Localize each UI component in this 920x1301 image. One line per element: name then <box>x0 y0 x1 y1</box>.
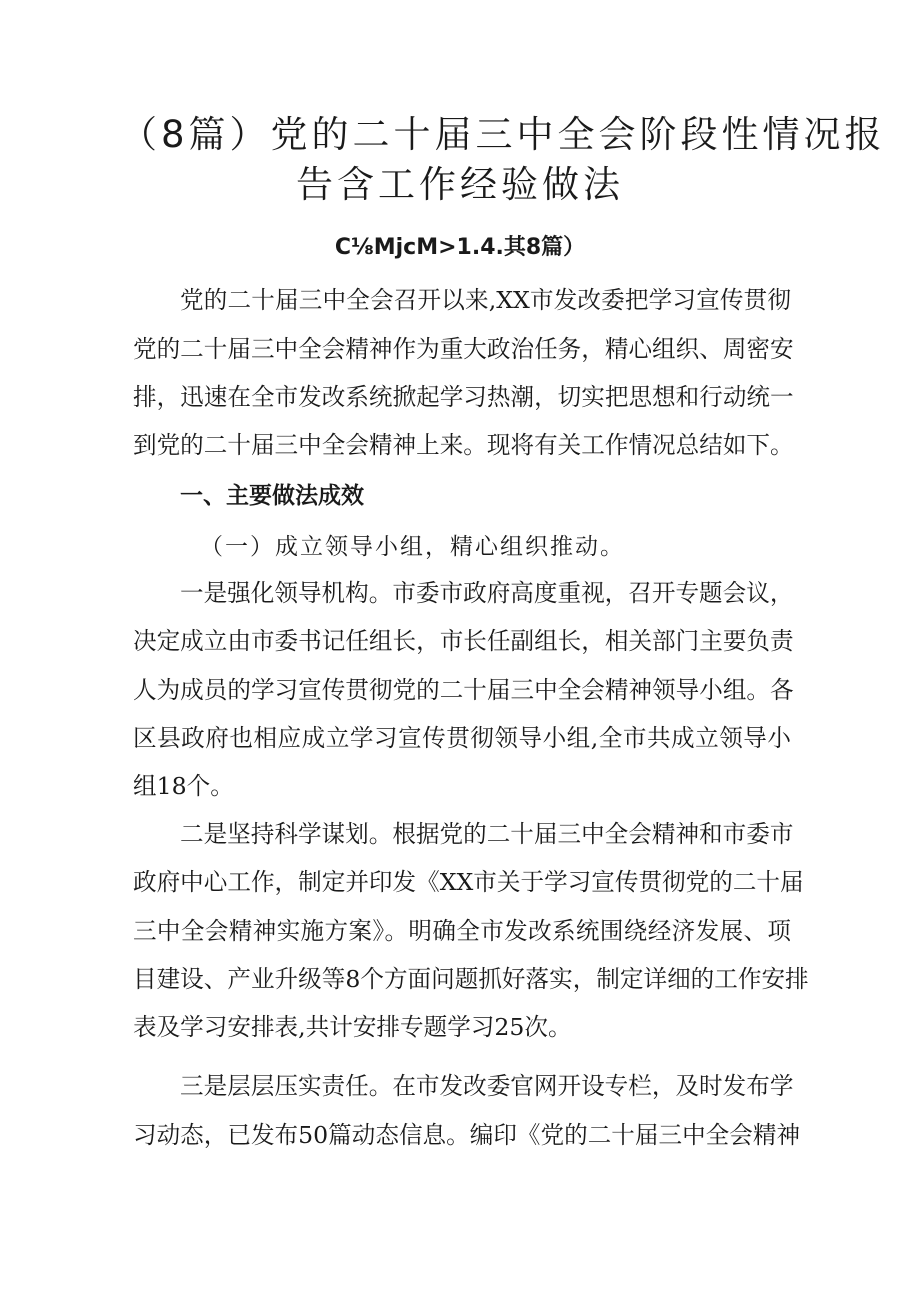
para2-line-3: 三中全会精神实施方案》。明确全市发改系统围绕经济发展、项 <box>133 917 791 945</box>
para1-line-1: 一是强化领导机构。市委市政府高度重视，召开专题会议， <box>180 579 794 607</box>
para1-line-4: 区县政府也相应成立学习宣传贯彻领导小组,全市共成立领导小 <box>133 724 791 752</box>
document-subtitle: C⅛MjcM>1.4.其8篇） <box>334 235 586 260</box>
intro-line-2: 党的二十届三中全会精神作为重大政治任务，精心组织、周密安 <box>133 335 794 363</box>
document-title-line-1: （8篇）党的二十届三中全会阶段性情况报 <box>120 113 886 156</box>
para3-line-1: 三是层层压实责任。在市发改委官网开设专栏，及时发布学 <box>180 1072 794 1100</box>
para2-line-2: 政府中心工作，制定并印发《XX市关于学习宣传贯彻党的二十届 <box>133 868 804 896</box>
para2-line-1: 二是坚持科学谋划。根据党的二十届三中全会精神和市委市 <box>180 820 794 848</box>
para2-line-5: 表及学习安排表,共计安排专题学习25次。 <box>133 1013 572 1041</box>
para1-line-2: 决定成立由市委书记任组长，市长任副组长，相关部门主要负责 <box>133 627 794 655</box>
section-heading-1: 一、主要做法成效 <box>180 483 364 509</box>
intro-line-4: 到党的二十届三中全会精神上来。现将有关工作情况总结如下。 <box>133 431 794 459</box>
para2-line-4: 目建设、产业升级等8个方面问题抓好落实，制定详细的工作安排 <box>133 965 809 993</box>
para1-line-3: 人为成员的学习宣传贯彻党的二十届三中全会精神领导小组。各 <box>133 676 794 704</box>
document-title-line-2: 告含工作经验做法 <box>296 163 624 206</box>
intro-line-1: 党的二十届三中全会召开以来,XX市发改委把学习宣传贯彻 <box>180 286 791 314</box>
intro-line-3: 排，迅速在全市发改系统掀起学习热潮，切实把思想和行动统一 <box>133 383 794 411</box>
subsection-heading-1: （一）成立领导小组，精心组织推动。 <box>200 534 625 560</box>
para1-line-5: 组18个。 <box>133 772 234 800</box>
para3-line-2: 习动态，已发布50篇动态信息。编印《党的二十届三中全会精神 <box>133 1121 801 1149</box>
